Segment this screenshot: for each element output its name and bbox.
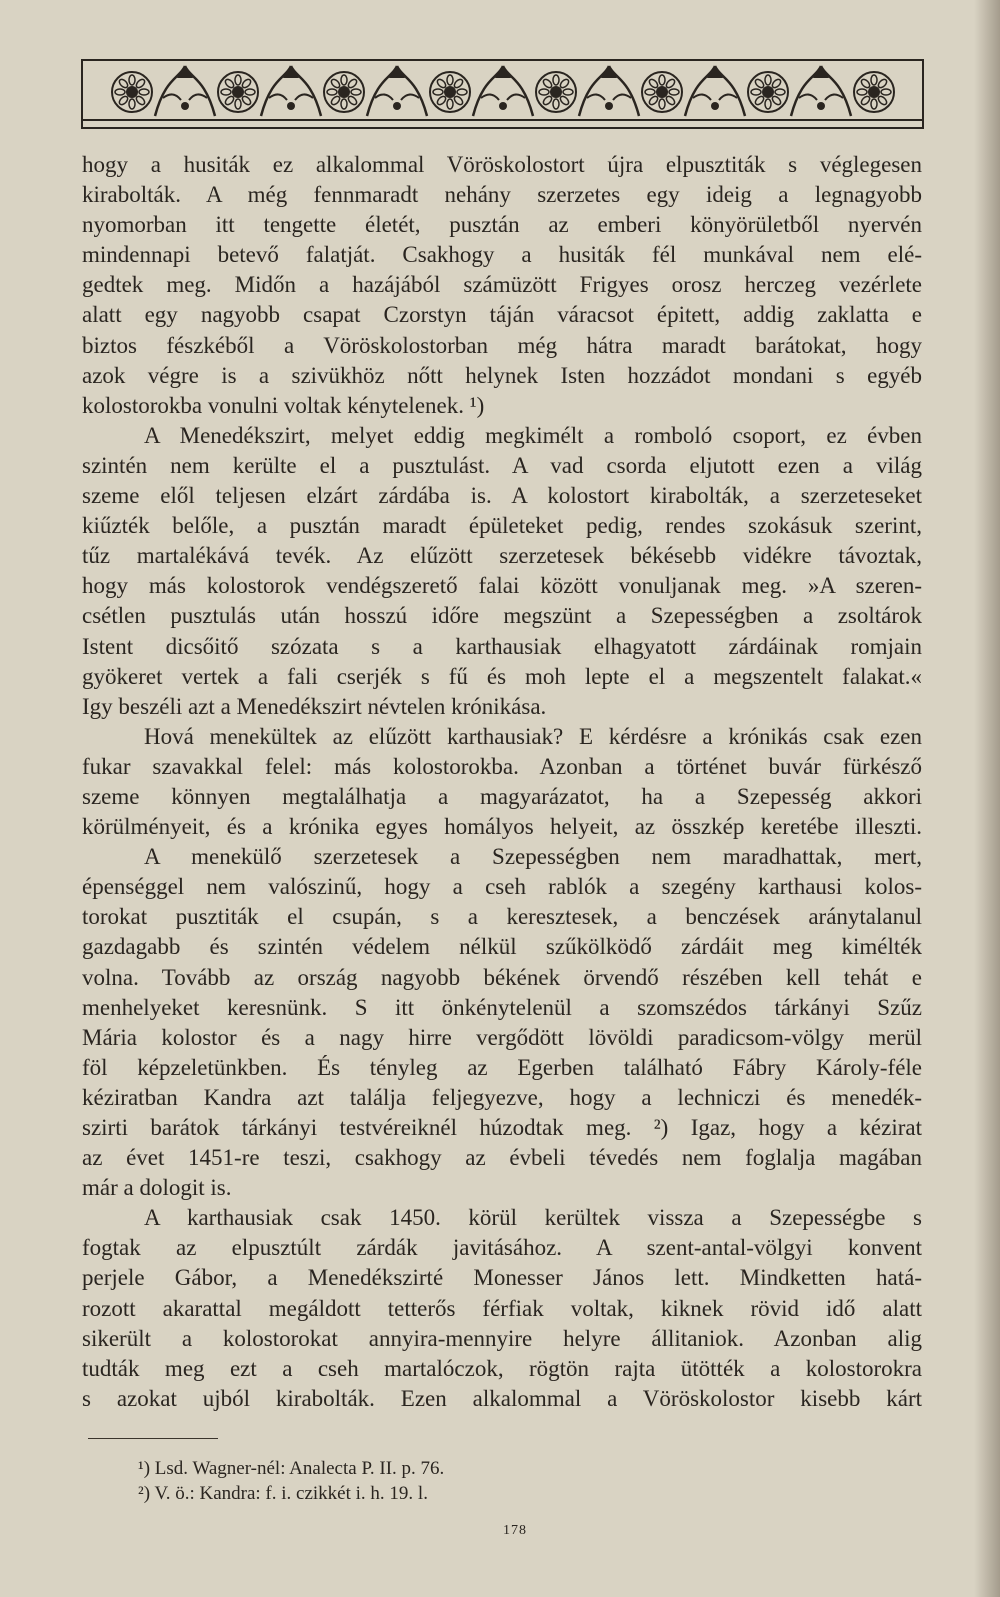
- text-line: A menekülő szerzetesek a Szepességben nem maradhattak, mert,: [144, 844, 922, 870]
- text-line: gyökeret vertek a fali cserjék s fű és moh lepte el a megszentelt falakat.«: [82, 663, 922, 689]
- text-line: körülményeit, és a krónika egyes homályos helyeit, az összkép keretébe illeszti.: [82, 814, 922, 840]
- text-line: szintén nem kerülte el a pusztulást. A vad csorda eljutott ezen a világ: [82, 452, 922, 478]
- text-line: szirti barátok tárkányi testvéreiknél húzodtak meg. ²) Igaz, hogy a kézirat: [82, 1115, 922, 1140]
- text-line: épenséggel nem valószinű, hogy a cseh rablók a szegény karthausi kolos-: [82, 874, 922, 900]
- text-line: Mária kolostor és a nagy hirre vergődött lövöldi paradicsom-völgy merül: [82, 1024, 922, 1050]
- footnotes: [138, 1456, 638, 1506]
- text-line: kirabolták. A még fennmaradt nehány szerzetes egy ideig a legnagyobb: [82, 182, 922, 208]
- body-text: [82, 150, 922, 1414]
- text-line: alatt egy nagyobb csapat Czorstyn táján váracsot épitett, addig zaklatta e: [82, 302, 922, 328]
- text-line: fogtak az elpusztúlt zárdák javitásához. A szent-antal-völgyi konvent: [82, 1235, 922, 1261]
- text-line: gazdagabb és szintén védelem nélkül szűkölködő zárdáit meg kimélték: [82, 934, 922, 960]
- text-line: torokat pusztiták el csupán, s a keresztesek, a benczések aránytalanul: [82, 904, 922, 930]
- text-line: rozott akarattal megáldott tetterős férfiak voltak, kiknek rövid idő alatt: [82, 1295, 922, 1321]
- text-line: kiűzték belőle, a pusztán maradt épületeket pedig, rendes szokásuk szerint,: [82, 513, 922, 539]
- text-line: tűz martalékává tevék. Az elűzött szerzetesek békésebb vidékre távoztak,: [82, 543, 922, 569]
- text-line: s azokat ujból kirabolták. Ezen alkalommal a Vöröskolostor kisebb kárt: [82, 1385, 922, 1411]
- text-line: tudták meg ezt a cseh martalóczok, rögtön rajta ütötték a kolostorokra: [82, 1355, 922, 1381]
- decorative-header-ornament: [80, 58, 925, 130]
- footnote-separator: [88, 1438, 218, 1439]
- text-line: azok végre is a szivükhöz nőtt helynek Isten hozzádot mondani s egyéb: [82, 362, 922, 388]
- footnote-mark: ¹): [138, 1458, 151, 1479]
- text-line: szeme könnyen megtalálhatja a magyarázatot, ha a Szepesség akkori: [82, 783, 922, 809]
- text-line: gedtek meg. Midőn a hazájából számüzött Frigyes orosz herczeg vezérlete: [82, 272, 922, 298]
- text-line: sikerült a kolostorokat annyira-mennyire helyre állitaniok. Azonban alig: [82, 1325, 922, 1351]
- text-line: szeme elől teljesen elzárt zárdába is. A kolostort kirabolták, a szerzeteseket: [82, 483, 922, 509]
- page-number: 178: [503, 1523, 527, 1538]
- text-line: az évet 1451-re teszi, csakhogy az évbeli tévedés nem foglalja magában: [82, 1145, 922, 1171]
- text-line: nyomorban itt tengette életét, pusztán az emberi könyörületből nyervén: [82, 212, 922, 238]
- footnote: [138, 1456, 638, 1481]
- text-line: menhelyeket keresnünk. S itt önkénytelenül a szomszédos tárkányi Szűz: [82, 994, 922, 1020]
- text-line: kolostorokba vonulni voltak kénytelenek. ¹): [82, 392, 485, 418]
- text-line: Hová menekültek az elűzött karthausiak? E kérdésre a krónikás csak ezen: [144, 723, 922, 749]
- text-line: A karthausiak csak 1450. körül kerültek vissza a Szepességbe s: [144, 1205, 922, 1231]
- text-line: Igy beszéli azt a Menedékszirt névtelen krónikása.: [82, 693, 547, 719]
- text-line: hogy más kolostorok vendégszerető falai között vonuljanak meg. »A szeren-: [82, 573, 922, 599]
- text-line: csétlen pusztulás után hosszú időre megszünt a Szepességben a zsoltárok: [82, 603, 922, 629]
- text-line: A Menedékszirt, melyet eddig megkimélt a romboló csoport, ez évben: [144, 422, 922, 448]
- text-line: kéziratban Kandra azt találja feljegyezve, hogy a lechniczi és menedék-: [82, 1084, 922, 1110]
- text-line: Istent dicsőitő szózata s a karthausiak elhagyatott zárdáinak romjain: [82, 633, 922, 659]
- text-line: hogy a husiták ez alkalommal Vöröskolostort újra elpusztiták s véglegesen: [82, 152, 922, 177]
- text-line: mindennapi betevő falatját. Csakhogy a husiták fél munkával nem elé-: [82, 242, 922, 268]
- text-line: már a dologit is.: [82, 1175, 232, 1201]
- text-line: perjele Gábor, a Menedékszirté Monesser János lett. Mindketten hatá-: [82, 1265, 922, 1291]
- footnote-text: Lsd. Wagner-nél: Analecta P. II. p. 76.: [150, 1458, 445, 1479]
- text-line: fukar szavakkal felel: más kolostorokba. Azonban a történet buvár fürkésző: [82, 753, 922, 779]
- footnote-text: V. ö.: Kandra: f. i. czikkét i. h. 19. l.: [150, 1483, 428, 1504]
- footnote: [138, 1481, 638, 1506]
- footnote-mark: ²): [138, 1483, 151, 1504]
- text-line: volna. Tovább az ország nagyobb békének örvendő részében kell tehát e: [82, 964, 922, 990]
- page-edge-shadow: [974, 0, 1000, 1597]
- text-line: biztos fészkéből a Vöröskolostorban még hátra maradt barátokat, hogy: [82, 332, 922, 358]
- text-line: föl képzeletünkben. És tényleg az Egerben található Fábry Károly-féle: [82, 1054, 922, 1080]
